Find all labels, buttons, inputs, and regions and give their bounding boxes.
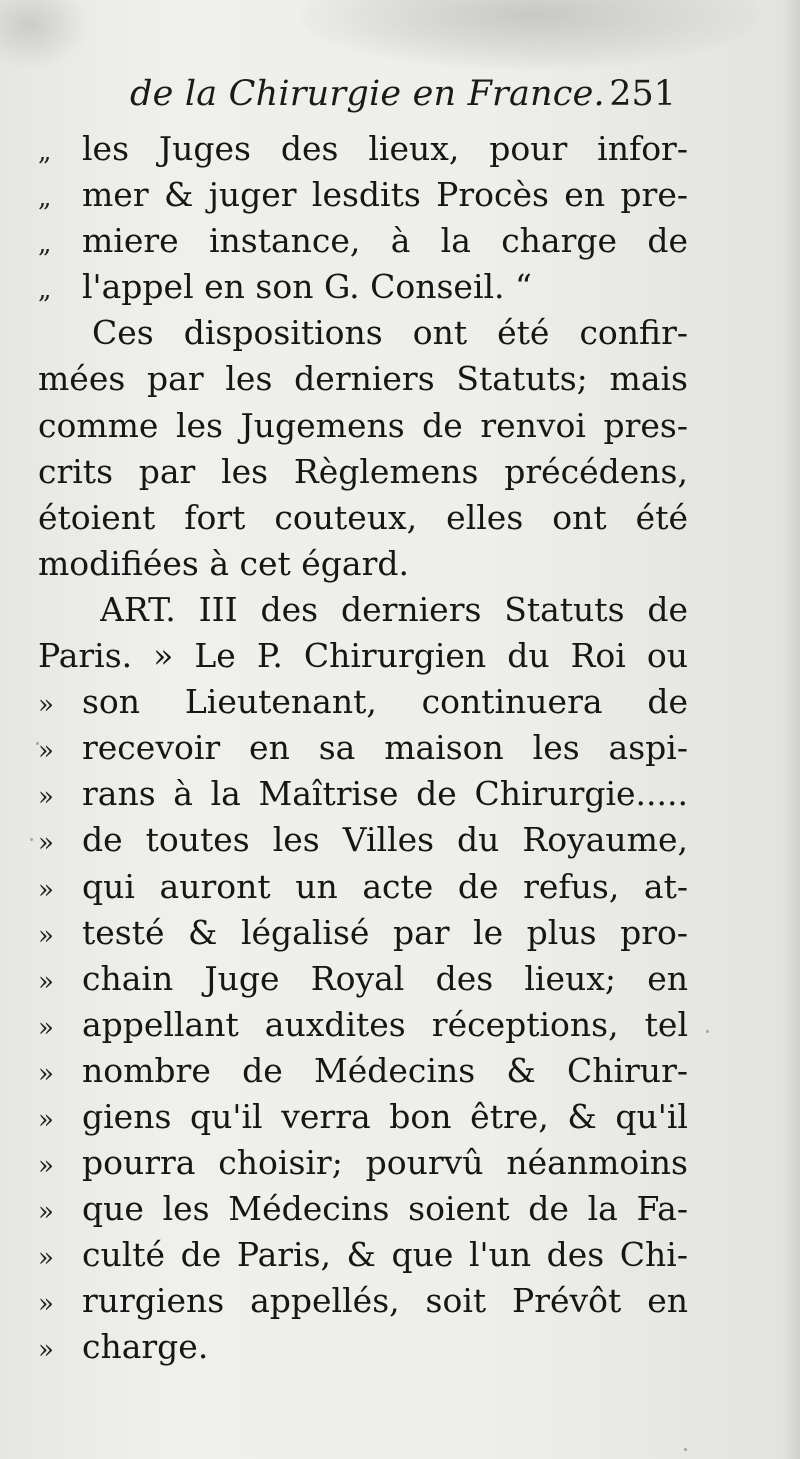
quote-mark: » [38, 1151, 54, 1182]
ink-speck [40, 572, 43, 575]
text-line [38, 218, 688, 264]
ink-speck [684, 1448, 687, 1451]
body-text [38, 126, 688, 1371]
ink-speck [30, 838, 33, 841]
line-text: rurgiens appellés, soit Prévôt en [82, 1281, 688, 1321]
text-line [38, 587, 688, 633]
line-text: comme les Jugemens de renvoi pres- [38, 405, 688, 445]
text-line [38, 956, 688, 1002]
quote-mark: » [38, 874, 54, 905]
paper-stain [0, 0, 90, 70]
text-line [38, 310, 688, 356]
quote-mark: » [38, 736, 54, 767]
text-line [38, 1002, 688, 1048]
quote-mark: » [38, 920, 54, 951]
text-line [38, 449, 688, 495]
line-text: mer & juger lesdits Procès en pre- [82, 175, 688, 215]
page-edge-shadow [782, 0, 800, 1459]
line-text: les Juges des lieux, pour infor- [82, 129, 688, 168]
line-text: modifiées à cet égard. [38, 543, 409, 583]
text-line [38, 817, 688, 863]
ink-speck [36, 742, 39, 745]
quote-mark: „ [38, 183, 52, 214]
line-text: chain Juge Royal des lieux; en [82, 958, 688, 998]
text-line [38, 771, 688, 817]
line-text: mées par les derniers Statuts; mais [38, 359, 688, 399]
line-text: culté de Paris, & que l'un des Chi- [82, 1235, 688, 1275]
page-number: 251 [609, 74, 676, 114]
text-line [38, 910, 688, 956]
quote-mark: » [38, 966, 54, 997]
line-text: crits par les Règlemens précédens, [38, 451, 688, 491]
text-line [38, 403, 688, 449]
quote-mark: » [38, 1335, 54, 1366]
quote-mark: „ [38, 229, 52, 260]
line-text: étoient fort couteux, elles ont été [38, 497, 688, 537]
quote-mark: » [38, 828, 54, 859]
text-line [38, 541, 688, 587]
line-text: de toutes les Villes du Royaume, [82, 820, 688, 860]
paper-stain [300, 0, 760, 70]
line-text: pourra choisir; pourvû néanmoins [82, 1143, 688, 1183]
text-line [38, 1048, 688, 1094]
text-line [38, 126, 688, 172]
quote-mark: » [38, 1012, 54, 1043]
quote-mark: » [38, 1243, 54, 1274]
line-text: charge. [82, 1327, 209, 1367]
line-text: testé & légalisé par le plus pro- [82, 912, 688, 952]
text-line [38, 1278, 688, 1324]
line-text: giens qu'il verra bon être, & qu'il [82, 1096, 688, 1136]
text-line [38, 679, 688, 725]
line-text: ART. III des derniers Statuts de [100, 589, 688, 629]
page-header [130, 74, 690, 124]
text-line [38, 1094, 688, 1140]
line-text: nombre de Médecins & Chirur- [82, 1050, 688, 1090]
line-text: Paris. » Le P. Chirurgien du Roi ou [38, 636, 688, 676]
line-text: rans à la Maîtrise de Chirurgie..... [82, 774, 688, 814]
text-line [38, 633, 688, 679]
text-line [38, 1324, 688, 1370]
text-line [38, 725, 688, 771]
quote-mark: » [38, 782, 54, 813]
quote-mark: » [38, 1289, 54, 1320]
line-text: appellant auxdites réceptions, tel [82, 1004, 688, 1044]
running-title: de la Chirurgie en France. [130, 74, 605, 114]
line-text: l'appel en son G. Conseil. “ [82, 267, 532, 307]
quote-mark: » [38, 1197, 54, 1228]
text-line [38, 264, 688, 310]
text-line [38, 1186, 688, 1232]
text-line [38, 1232, 688, 1278]
quote-mark: » [38, 1058, 54, 1089]
line-text: que les Médecins soient de la Fa- [82, 1189, 688, 1229]
ink-speck [706, 1030, 709, 1033]
quote-mark: „ [38, 275, 52, 306]
quote-mark: » [38, 1104, 54, 1135]
text-line [38, 356, 688, 402]
text-line [38, 864, 688, 910]
text-line [38, 172, 688, 218]
line-text: recevoir en sa maison les aspi- [82, 728, 688, 768]
line-text: Ces dispositions ont été confir- [92, 313, 688, 353]
quote-mark: » [38, 690, 54, 721]
quote-mark: „ [38, 137, 52, 167]
line-text: son Lieutenant, continuera de [82, 682, 688, 722]
text-line [38, 495, 688, 541]
text-line [38, 1140, 688, 1186]
line-text: miere instance, à la charge de [82, 221, 688, 261]
line-text: qui auront un acte de refus, at- [82, 866, 688, 906]
